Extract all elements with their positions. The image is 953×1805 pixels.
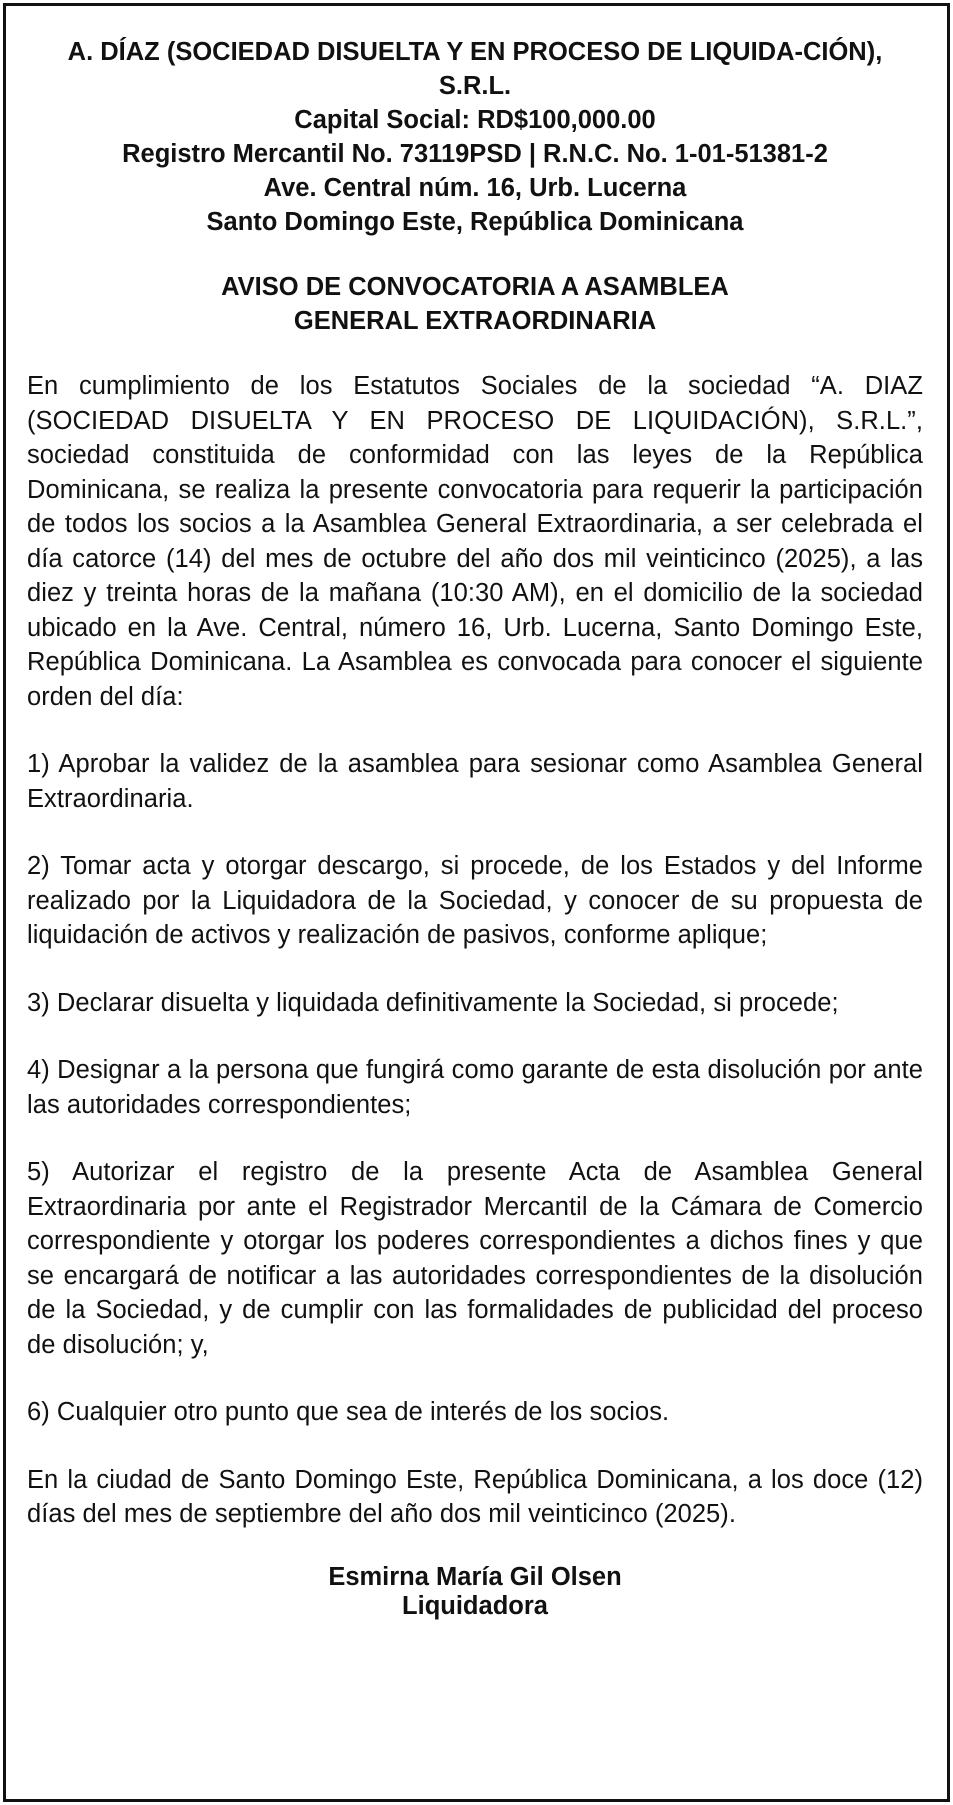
notice-title-line2: GENERAL EXTRAORDINARIA xyxy=(293,307,657,335)
company-name: A. DÍAZ (SOCIEDAD DISUELTA Y EN PROCESO DE LIQUIDA-CIÓN), S.R.L. xyxy=(67,38,883,100)
notice-title-line1: AVISO DE CONVOCATORIA A ASAMBLEA xyxy=(221,273,729,301)
agenda-item-5: 5) Autorizar el registro de la presente Acta de Asamblea General Extraordinaria por ante el Registrador Mercantil de la Cámara de Comercio correspondiente y otorgar los poderes correspondientes a dichos fines y que se encargará de notificar a las autoridades correspondientes de la disolución de la Sociedad, y de cumplir con las formalidades de publicidad del proceso de disolución; y, xyxy=(27,1158,923,1359)
company-header xyxy=(27,35,923,239)
closing-paragraph: En la ciudad de Santo Domingo Este, República Dominicana, a los doce (12) días del mes de septiembre del año dos mil veinticinco (2025). xyxy=(27,1465,923,1528)
signatory-role: Liquidadora xyxy=(402,1591,548,1620)
company-city: Santo Domingo Este, República Dominicana xyxy=(206,208,744,236)
intro-paragraph: En cumplimiento de los Estatutos Sociales de la sociedad “A. DIAZ (SOCIEDAD DISUELTA Y EN PROCESO DE LIQUIDACIÓN), S.R.L.”, sociedad constituida de conformidad con las leyes de la República Dominicana, se realiza la presente convocatoria para requerir la participación de todos los socios a la Asamblea General Extraordinaria, a ser celebrada el día catorce (14) del mes de octubre del año dos mil veinticinco (2025), a las diez y treinta horas de la mañana (10:30 AM), en el domicilio de la sociedad ubicado en la Ave. Central, número 16, Urb. Lucerna, Santo Domingo Este, República Dominicana. La Asamblea es convocada para conocer el siguiente orden del día: xyxy=(27,372,923,711)
agenda-item-2: 2) Tomar acta y otorgar descargo, si procede, de los Estados y del Informe realizado por la Liquidadora de la Sociedad, y conocer de su propuesta de liquidación de activos y realización de pasivos, conforme aplique; xyxy=(27,852,923,949)
agenda-item-6: 6) Cualquier otro punto que sea de interés de los socios. xyxy=(27,1398,670,1426)
agenda-item-3: 3) Declarar disuelta y liquidada definitivamente la Sociedad, si procede; xyxy=(27,988,839,1017)
agenda-item-1: 1) Aprobar la validez de la asamblea para sesionar como Asamblea General Extraordinaria. xyxy=(27,750,923,813)
company-address: Ave. Central núm. 16, Urb. Lucerna xyxy=(263,174,687,202)
signatory-name: Esmirna María Gil Olsen xyxy=(328,1562,622,1591)
agenda-item-4: 4) Designar a la persona que fungirá como garante de esta disolución por ante las autoridades correspondientes; xyxy=(27,1056,923,1119)
notice-document xyxy=(27,35,923,1621)
registry-info: Registro Mercantil No. 73119PSD | R.N.C. No. 1-01-51381-2 xyxy=(122,140,828,168)
signature-block xyxy=(27,1563,923,1621)
notice-title xyxy=(27,270,923,338)
notice-body xyxy=(27,369,923,1532)
capital-social: Capital Social: RD$100,000.00 xyxy=(294,106,656,134)
